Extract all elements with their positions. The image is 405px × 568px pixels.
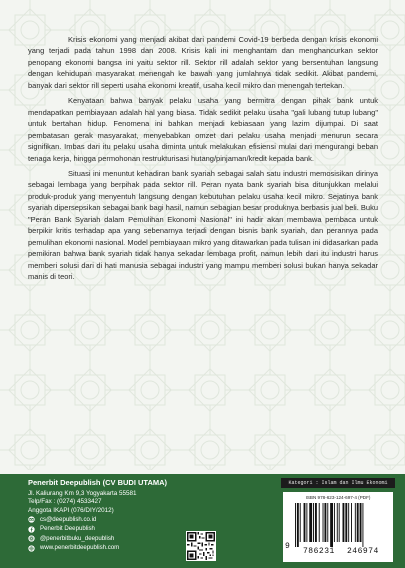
isbn-number: ISBN 978-623-124-697-4 (PDF) [305,495,371,500]
synopsis-paragraph: Kenyataan bahwa banyak pelaku usaha yang bermitra dengan pihak bank untuk mendapatkan pembiayaan adalah hal yang biasa. Tidak sedikit pelaku usaha "gali lubang tutup lubang" untuk bertahan hidup. Fenomena ini bahkan menjadi kebiasaan yang lazim dijumpai. Di saat pembatasan gerak masyarakat, menyebabkan omzet dari pelaku usaha menjadi menurun secara signifikan. Imbas dari itu pelaku usaha diminta untuk melakukan efisiensi mulai dari mengurangi beban tenaga kerja, hingga permohonan restrukturisasi hutang/pinjaman/kredit kepada bank. [28,96,378,163]
contact-facebook [28,524,167,534]
globe-icon [28,545,35,552]
synopsis-paragraph: Krisis ekonomi yang menjadi akibat dari pandemi Covid-19 berbeda dengan krisis ekonomi yang terjadi pada tahun 1998 dan 2008. Krisis kali ini menghantam dan menghancurkan sektor penopang ekonomi bangsa ini yaitu sektor rill. Sektor rill adalah sektor yang bersentuhan langsung dengan kehidupan masyarakat menengah ke bawah yang jumlahnya tidak sedikit. Akibat pandemi, banyak dari sektor rill seperti usaha ekonomi kreatif, usaha kecil mikro dan menengah tertekan. [28,35,378,90]
synopsis-paragraph: Situasi ini menuntut kehadiran bank syariah sebagai salah satu industri memosisikan dirinya sebagai lembaga yang berpihak pada sektor rill. Peran nyata bank syariah bisa ditunjukkan melalui produk-produk yang menyentuh langsung dengan kebutuhan pelaku usaha kecil mikro. Sejatinya bank syariah dipersepsikan sebagai bank bagi hasil, namun sebagian besar produknya berbasis jual beli. Buku "Peran Bank Syariah dalam Pemulihan Ekonomi Nasional" ini hadir akan membawa pembaca untuk berpikir kritis terhadap apa yang sebenarnya terjadi dengan bisnis bank syariah, dan perannya pada pemulihan ekonomi nasional. Model pembiayaan mikro yang ditawarkan pada tulisan ini didasarkan pada pemikiran bahwa bank syariah tidak hanya sekadar lembaga profit, namun lebih dari itu industri harus memberi solusi dari di hati manusia sebagai industri yang mampu memberi solusi bukan hanya sekadar manis di teori. [28,168,378,282]
isbn-barcode [283,492,393,562]
barcode-lead-digit: 9 [285,542,290,551]
category-label: Kategori : Islam dan Ilmu Ekonomi [281,478,395,488]
facebook-icon [28,526,35,533]
qr-code [186,531,216,561]
instagram-icon [28,535,35,542]
contact-text: cs@deepublish.co.id [40,515,97,523]
publisher-address: Jl. Kaliurang Km 9,3 Yogyakarta 55581 [28,490,137,497]
publisher-ikapi: Anggota IKAPI (076/DIY/2012) [28,506,114,514]
contact-email [28,515,167,525]
contact-instagram [28,534,167,544]
contact-text: www.penerbitdeepublish.com [40,544,120,552]
barcode-digits-left: 786231 [303,547,335,556]
publisher-phone: Telp/Fax : (0274) 4533427 [28,498,102,506]
publisher-info [28,478,167,553]
email-icon [28,516,35,523]
synopsis [28,34,378,287]
contact-text: Penerbit Deepublish [40,525,95,533]
contact-text: @penerbitbuku_deepublish [40,534,115,542]
barcode-digits-right: 246974 [347,547,379,556]
contact-website [28,543,167,553]
barcode-bars [295,503,387,547]
publisher-name: Penerbit Deepublish (CV BUDI UTAMA) [28,478,168,487]
